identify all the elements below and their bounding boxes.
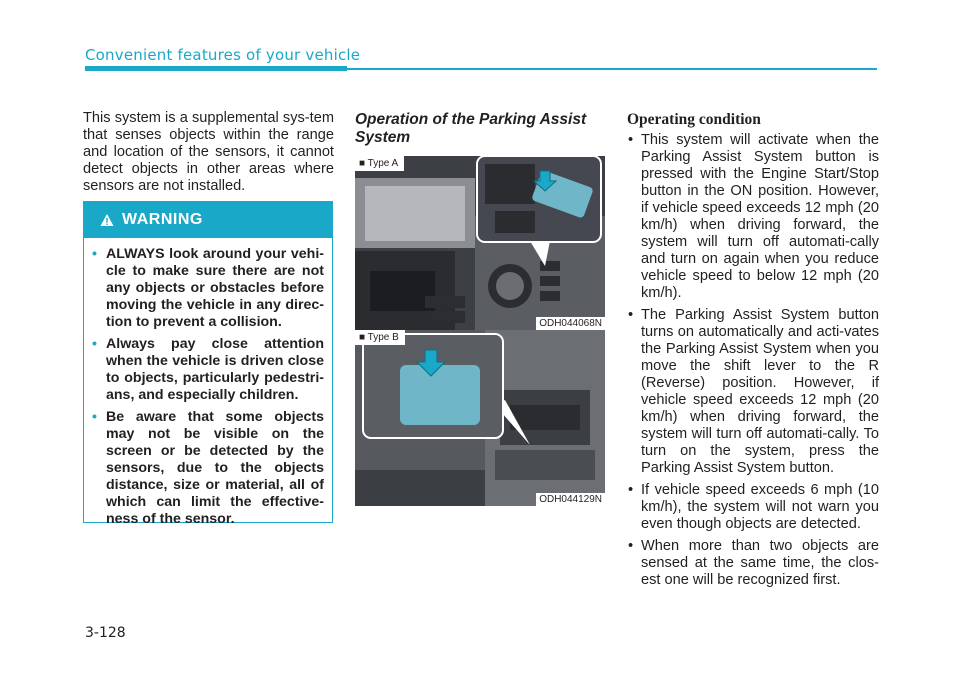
warning-list <box>84 246 324 533</box>
warning-title: WARNING <box>122 211 203 228</box>
condition-item-text: This system will activate when the Parking Assist System button is pressed with the Engine Start/Stop button in the ON position. However, if vehicle speed exceeds 12 mph (20 km/h) when driving forward, the system will turn off automati-cally and turn on again when you reduce vehicle speed to below 12 mph (20 km/h). <box>641 132 879 301</box>
warning-item-text: Be aware that some objects may not be visible on the screen or be detected by the sensors, due to the objects distance, size or material, all of which can limit the effective-ness of the sensor. <box>106 409 324 527</box>
section-header-title: Convenient features of your vehicle <box>85 46 361 64</box>
bullet: • <box>92 336 97 352</box>
type-a-image-code: ODH044068N <box>536 317 605 330</box>
header-rule <box>347 68 877 70</box>
intro-paragraph: This system is a supplemental sys-tem that senses objects within the range and location of the sensors, it cannot detect objects in other areas where sensors are not installed. <box>83 110 334 194</box>
operation-heading: Operation of the Parking Assist System <box>355 111 587 146</box>
bullet: • <box>628 307 634 323</box>
bullet: • <box>92 409 97 425</box>
warning-item <box>84 336 324 404</box>
condition-item <box>627 482 879 533</box>
condition-item <box>627 132 879 302</box>
bullet: • <box>628 132 634 148</box>
bullet: • <box>92 246 97 262</box>
operating-condition-heading: Operating condition <box>627 111 761 128</box>
bullet: • <box>628 538 634 554</box>
condition-item <box>627 538 879 589</box>
type-b-label: ■ Type B <box>355 330 405 345</box>
type-b-image-code: ODH044129N <box>536 493 605 506</box>
type-a-photo <box>355 156 605 330</box>
warning-triangle-icon <box>100 213 114 227</box>
condition-item <box>627 307 879 477</box>
warning-header <box>84 202 332 238</box>
bullet: • <box>628 482 634 498</box>
condition-list <box>627 132 879 594</box>
warning-box <box>83 201 333 527</box>
warning-item <box>84 409 324 528</box>
condition-item-text: The Parking Assist System button turns on automatically and acti-vates the Parking Assist System when you move the shift lever to the R (Reverse) position. However, if vehicle speed exceeds 12 mph (20 km/h) when driving forward, the system will turn off automati-cally. To turn on the system, press the Parking Assist System button. <box>641 307 879 476</box>
condition-item-text: If vehicle speed exceeds 6 mph (10 km/h), the system will not warn you even though objects are detected. <box>641 482 879 532</box>
warning-item-text: ALWAYS look around your vehi-cle to make sure there are not any objects or obstacles before moving the vehicle in any direc-tion to prevent a collision. <box>106 246 324 330</box>
page-number: 3-128 <box>85 625 126 641</box>
type-a-label: ■ Type A <box>355 156 404 171</box>
console-button-illustration <box>355 330 605 506</box>
center-console-illustration <box>355 156 605 330</box>
type-b-photo <box>355 330 605 506</box>
header-accent-bar <box>85 66 347 71</box>
condition-item-text: When more than two objects are sensed at the same time, the clos-est one will be recognized first. <box>641 538 879 588</box>
warning-item-text: Always pay close attention when the vehicle is driven close to objects, particularly pedestri-ans, and especially children. <box>106 336 324 403</box>
warning-item <box>84 246 324 331</box>
